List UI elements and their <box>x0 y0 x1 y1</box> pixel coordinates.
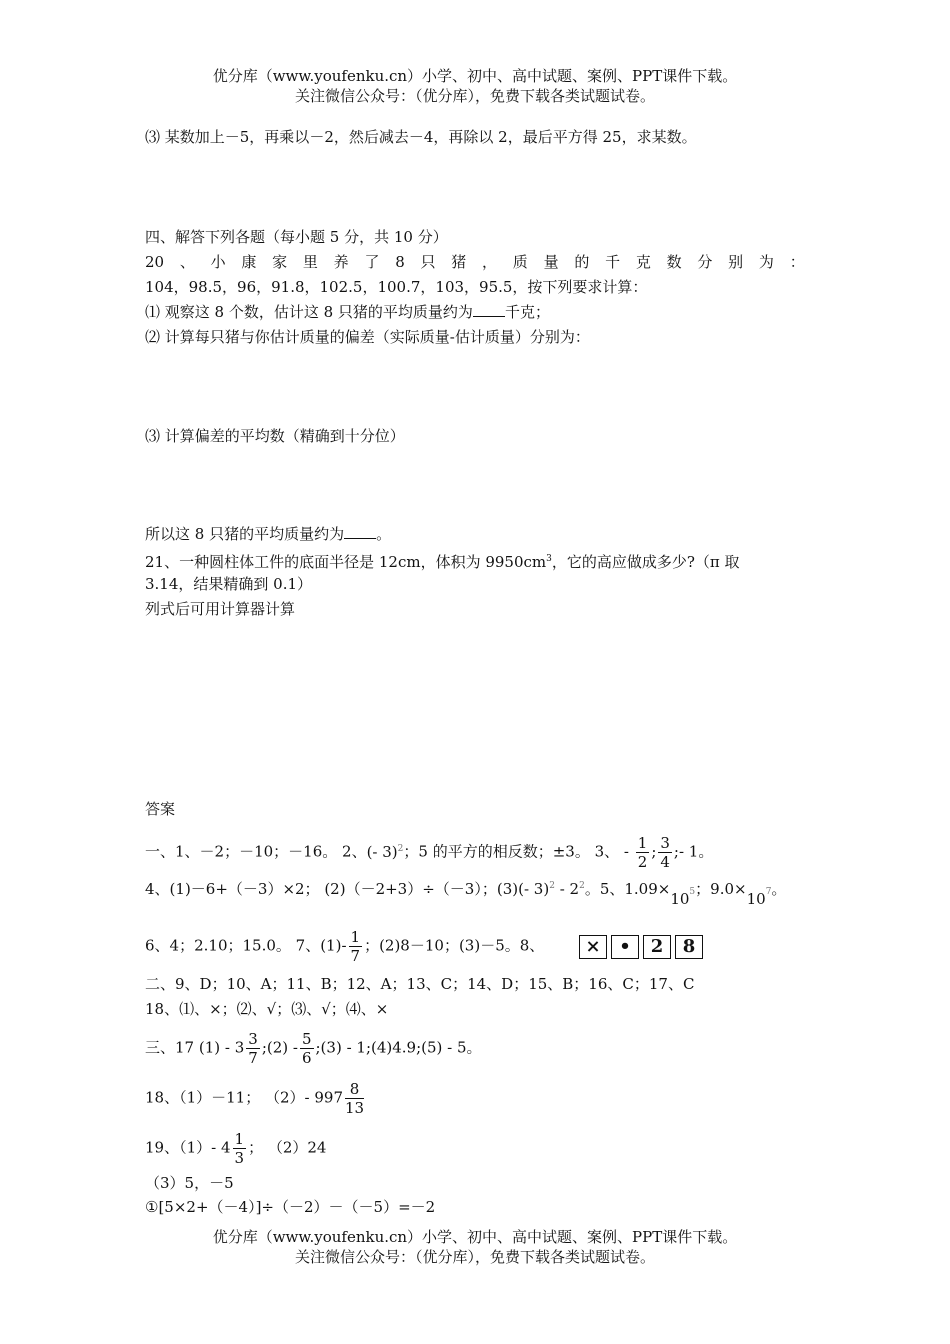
answer-18b <box>145 1080 366 1117</box>
fraction-3-7 <box>246 1030 260 1067</box>
a1-pow-exp: 2 <box>397 843 404 854</box>
a1-end: ;- 1。 <box>673 842 714 861</box>
footer-line-2: 关注微信公众号：（优分库），免费下载各类试题试卷。 <box>294 1248 655 1266</box>
a4-mid: 。5、1.09× <box>584 880 671 898</box>
b19-end: ； （2）24 <box>248 1138 327 1157</box>
q20-word: 质 <box>512 253 528 271</box>
question-20-part-2: ⑵ 计算每只猪与你估计质量的偏差（实际质量-估计质量）分别为： <box>145 328 590 346</box>
a4-ten-a-exp: 5 <box>689 887 696 897</box>
frac-num: 5 <box>301 1030 312 1048</box>
frac-den: 13 <box>345 1099 365 1117</box>
answers-title: 答案 <box>145 800 176 818</box>
frac-den: 3 <box>234 1149 245 1167</box>
frac-num: 3 <box>660 834 670 852</box>
q20-word: 别 <box>728 253 744 271</box>
frac-num: 1 <box>637 834 648 852</box>
q20-word: 20 <box>145 253 165 271</box>
question-20-data: 104，98.5，96，91.8，102.5，100.7，103，95.5，按下列要求计算： <box>145 278 648 296</box>
a17-end: ;(3) - 1;(4)4.9;(5) - 5。 <box>315 1038 482 1057</box>
question-21-line-3: 列式后可用计算器计算 <box>145 600 296 618</box>
q20-word: 的 <box>574 253 590 271</box>
frac-num: 3 <box>248 1030 258 1048</box>
a4-start: 4、(1)－6+（－3）×2； (2)（－2+3）÷（－3）；(3) <box>145 880 519 898</box>
key-dot: • <box>611 935 639 959</box>
fraction-3-4 <box>658 834 672 871</box>
a17-start: 三、17 (1) - 3 <box>145 1038 245 1057</box>
q20-p1-text: ⑴ 观察这 8 个数，估计这 8 只猪的平均质量约为 <box>145 303 473 321</box>
a4-expr: (- 3) <box>518 880 550 898</box>
q20-result-text: 所以这 8 只猪的平均质量约为 <box>145 525 345 543</box>
answer-section-3 <box>145 1030 482 1067</box>
frac-num: 1 <box>350 928 361 946</box>
q20-word: 康 <box>241 253 257 271</box>
a1-start: 一、1、－2；－10；－16。 2、 <box>145 842 367 861</box>
a4-ten-b: 10 <box>746 890 766 908</box>
a1-pow <box>367 843 404 861</box>
q21-text-b: ，它的高应做成多少?（π 取 <box>551 553 740 571</box>
q20-word: ， <box>482 253 498 271</box>
frac-den: 7 <box>350 947 361 965</box>
a4-exp-2: 2 <box>579 881 585 891</box>
frac-den: 7 <box>248 1049 258 1067</box>
key-2: 2 <box>643 935 671 959</box>
key-multiply: × <box>579 935 607 959</box>
a1-mid: ；5 的平方的相反数；±3。 3、 - <box>403 842 629 861</box>
q20-word: 量 <box>543 253 559 271</box>
q21-text-a: 21、一种圆柱体工件的底面半径是 12cm，体积为 9950cm <box>145 553 547 571</box>
answer-19-part-3: （3）5，－5 <box>145 1174 234 1192</box>
answer-line-6 <box>145 928 707 965</box>
answer-18: 18、⑴、×；⑵、√；⑶、√；⑷、× <box>145 1000 389 1018</box>
header-line-1: 优分库（www.youfenku.cn）小学、初中、高中试题、案例、PPT课件下载。 <box>212 67 738 85</box>
frac-den: 2 <box>637 853 648 871</box>
header-line-2: 关注微信公众号：（优分库），免费下载各类试题试卷。 <box>294 87 655 105</box>
q20-word: 里 <box>302 253 318 271</box>
answer-line-1 <box>145 834 713 871</box>
q20-result-end: 。 <box>376 525 392 543</box>
b18-start: 18、（1）－11； （2）- 997 <box>145 1088 343 1107</box>
a6-end: ；(2)8－10；(3)－5。8、 <box>364 936 545 955</box>
calculator-keys <box>579 935 707 959</box>
answer-19 <box>145 1130 326 1167</box>
a4-ten-b-exp: 7 <box>765 887 772 897</box>
blank-line <box>473 303 505 317</box>
blank-line <box>344 525 376 539</box>
answer-19-equation: ①[5×2+（－4）]÷（－2）－（－5）=－2 <box>145 1198 436 1216</box>
a4-expr2: - 2 <box>554 880 580 898</box>
q20-word: 家 <box>272 253 288 271</box>
q20-word: 分 <box>697 253 713 271</box>
q20-word: 克 <box>635 253 651 271</box>
a4-ten-a: 10 <box>670 890 690 908</box>
key-8: 8 <box>675 935 703 959</box>
frac-den: 4 <box>660 853 670 871</box>
frac-num: 8 <box>345 1080 364 1099</box>
answer-line-4 <box>145 876 787 908</box>
q20-word: 为 <box>758 253 774 271</box>
fraction-1-3 <box>233 1130 247 1167</box>
q20-word: 千 <box>605 253 621 271</box>
a6-start: 6、4；2.10；15.0。 7、(1)- <box>145 936 347 955</box>
q20-word: 猪 <box>451 253 467 271</box>
question-20-line-1 <box>145 252 805 272</box>
fraction-1-2 <box>636 834 650 871</box>
q20-p1-end: 千克； <box>504 303 550 321</box>
question-21-line-2: 3.14，结果精确到 0.1） <box>145 575 313 593</box>
q20-word: 、 <box>179 253 195 271</box>
a4-sep: ；9.0× <box>695 880 747 898</box>
q20-word: 小 <box>210 253 226 271</box>
q20-word: ： <box>789 253 805 271</box>
a1-semicolon: ; <box>651 842 657 861</box>
a4-exp-1: 2 <box>549 881 555 891</box>
footer-line-1: 优分库（www.youfenku.cn）小学、初中、高中试题、案例、PPT课件下载。 <box>212 1228 738 1246</box>
question-21-line-1 <box>145 549 740 572</box>
a17-mid: ;(2) - <box>261 1038 298 1057</box>
fraction-5-6 <box>300 1030 314 1067</box>
q20-word: 养 <box>333 253 349 271</box>
a1-pow-base: (- 3) <box>366 842 398 861</box>
q21-sup: 3 <box>546 554 552 564</box>
q20-word: 数 <box>666 253 682 271</box>
answer-section-2: 二、9、D；10、A；11、B；12、A；13、C；14、D；15、B；16、C；17、C <box>145 975 695 993</box>
q20-word: 只 <box>420 253 436 271</box>
b19-start: 19、（1）- 4 <box>145 1138 231 1157</box>
question-20-result <box>145 524 391 544</box>
q20-word: 8 <box>395 253 405 271</box>
section-4-title: 四、解答下列各题（每小题 5 分，共 10 分） <box>145 228 448 246</box>
frac-num: 1 <box>234 1130 245 1148</box>
question-20-part-3: ⑶ 计算偏差的平均数（精确到十分位） <box>145 427 405 445</box>
frac-den: 6 <box>301 1049 312 1067</box>
fraction-1-7 <box>349 928 363 965</box>
a4-end: 。 <box>771 880 787 898</box>
question-20-part-1 <box>145 302 550 322</box>
question-19-part-3: ⑶ 某数加上－5，再乘以－2，然后减去－4，再除以 2，最后平方得 25，求某数。 <box>145 128 697 146</box>
fraction-8-13 <box>345 1080 364 1117</box>
q20-word: 了 <box>364 253 380 271</box>
